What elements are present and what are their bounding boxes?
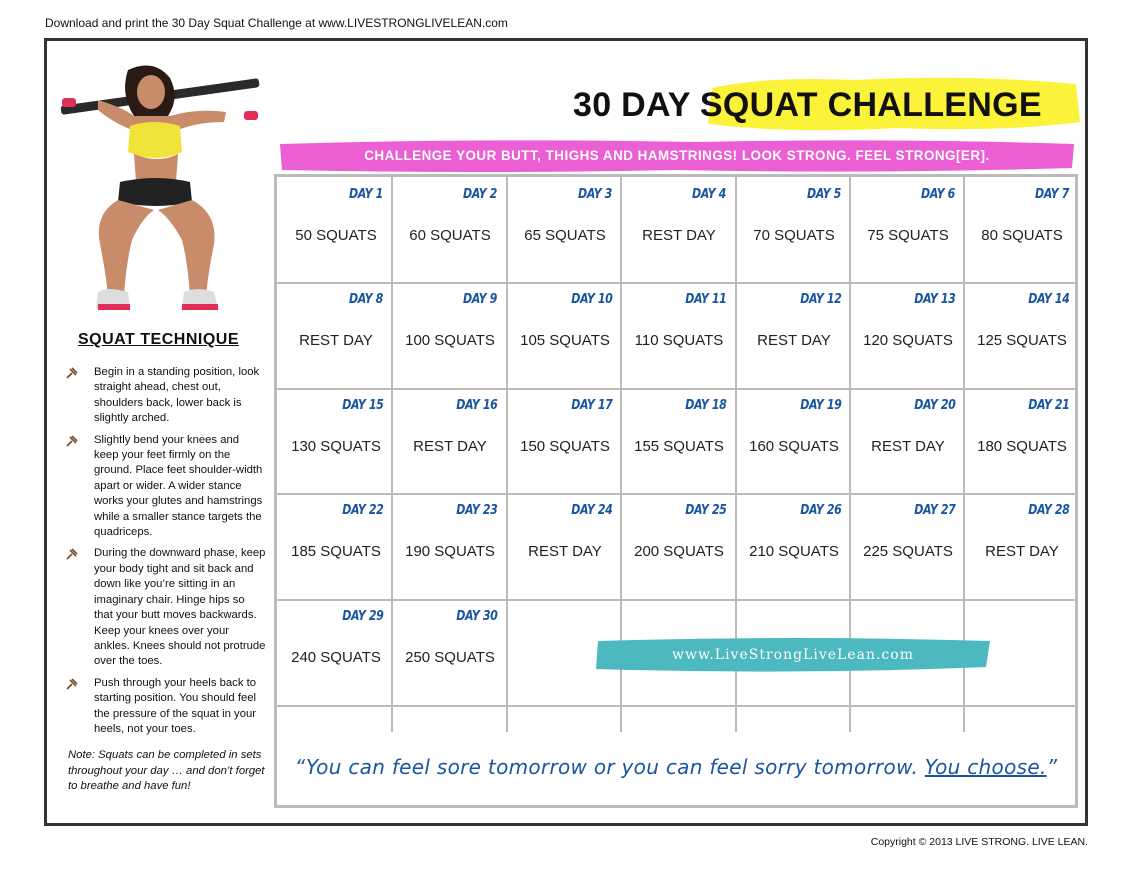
day-cell (622, 493, 736, 598)
day-label: DAY 9 (463, 292, 497, 307)
day-workout: 110 SQUATS (634, 332, 724, 349)
day-workout: 65 SQUATS (524, 227, 606, 244)
day-workout: 75 SQUATS (867, 227, 949, 244)
day-cell (393, 388, 507, 493)
day-label: DAY 23 (455, 503, 497, 518)
day-workout: 240 SQUATS (291, 649, 381, 666)
technique-step-text: Begin in a standing position, look straight ahead, chest out, shoulders back, lower back is slightly arched. (94, 366, 260, 425)
day-workout: REST DAY (642, 227, 716, 244)
day-cell (622, 388, 736, 493)
day-workout: 155 SQUATS (634, 438, 724, 455)
day-cell (393, 493, 507, 598)
day-workout: 200 SQUATS (634, 543, 724, 560)
quote-you-choose: You choose. (924, 755, 1047, 779)
day-label: DAY 27 (913, 503, 955, 518)
day-label: DAY 21 (1027, 398, 1069, 413)
day-workout: 125 SQUATS (977, 332, 1067, 349)
day-workout: 190 SQUATS (405, 543, 495, 560)
day-label: DAY 30 (455, 609, 497, 624)
day-cell (965, 177, 1079, 282)
day-label: DAY 28 (1027, 503, 1069, 518)
day-label: DAY 15 (341, 398, 383, 413)
day-label: DAY 11 (684, 292, 726, 307)
day-label: DAY 2 (463, 187, 497, 202)
day-workout: 185 SQUATS (291, 543, 381, 560)
technique-heading: SQUAT TECHNIQUE (78, 331, 239, 348)
day-workout: 250 SQUATS (405, 649, 495, 666)
day-workout: REST DAY (871, 438, 945, 455)
day-label: DAY 22 (341, 503, 383, 518)
day-label: DAY 1 (349, 187, 383, 202)
day-workout: 80 SQUATS (981, 227, 1063, 244)
subtitle: CHALLENGE YOUR BUTT, THIGHS AND HAMSTRINGS! LOOK STRONG. FEEL STRONG[ER]. (364, 148, 990, 163)
day-cell (737, 493, 851, 598)
day-label: DAY 10 (570, 292, 612, 307)
day-label: DAY 17 (570, 398, 612, 413)
title-highlight: SQUAT CHALLENGE (699, 86, 1042, 124)
day-label: DAY 29 (341, 609, 383, 624)
day-workout: 160 SQUATS (749, 438, 839, 455)
day-workout: REST DAY (528, 543, 602, 560)
day-label: DAY 18 (684, 398, 726, 413)
download-note: Download and print the 30 Day Squat Challenge at www.LIVESTRONGLIVELEAN.com (45, 16, 508, 30)
day-cell (279, 493, 393, 598)
day-label: DAY 5 (807, 187, 841, 202)
day-cell (393, 282, 507, 387)
day-cell (622, 177, 736, 282)
day-workout: 60 SQUATS (409, 227, 491, 244)
day-cell (737, 282, 851, 387)
technique-step (66, 365, 266, 427)
day-cell (279, 388, 393, 493)
day-label: DAY 12 (799, 292, 841, 307)
day-cell (851, 388, 965, 493)
day-workout: 50 SQUATS (295, 227, 377, 244)
day-label: DAY 19 (799, 398, 841, 413)
day-workout: REST DAY (757, 332, 831, 349)
technique-note: Note: Squats can be completed in sets throughout your day … and don’t forget to breathe and have fun! (68, 749, 265, 793)
athlete-squat-illustration (58, 64, 264, 316)
title-plain: 30 DAY (573, 86, 700, 124)
day-cell (508, 282, 622, 387)
day-cell (508, 493, 622, 598)
day-label: DAY 4 (692, 187, 726, 202)
day-label: DAY 8 (349, 292, 383, 307)
pushpin-bullet-icon (66, 678, 78, 690)
day-cell (851, 177, 965, 282)
day-cell (279, 177, 393, 282)
pushpin-bullet-icon (66, 435, 78, 447)
day-label: DAY 7 (1035, 187, 1069, 202)
day-cell (965, 388, 1079, 493)
day-cell (279, 599, 393, 704)
motivational-quote (277, 755, 1075, 779)
day-workout: 180 SQUATS (977, 438, 1067, 455)
challenge-calendar (274, 174, 1078, 808)
day-label: DAY 26 (799, 503, 841, 518)
website-link[interactable]: www.LiveStrongLiveLean.com (672, 647, 914, 663)
day-cell (965, 282, 1079, 387)
technique-step (66, 676, 266, 738)
day-cell (508, 388, 622, 493)
page-title (573, 86, 1042, 125)
day-cell (965, 493, 1079, 598)
quote-text: “You can feel sore tomorrow or you can feel sorry tomorrow. (294, 755, 925, 779)
day-cell (393, 177, 507, 282)
day-cell (851, 493, 965, 598)
day-label: DAY 14 (1027, 292, 1069, 307)
day-label: DAY 24 (570, 503, 612, 518)
day-cell (508, 177, 622, 282)
technique-step (66, 546, 266, 669)
day-label: DAY 25 (684, 503, 726, 518)
day-workout: 150 SQUATS (520, 438, 610, 455)
technique-step-text: During the downward phase, keep your body tight and sit back and down like you’re sitting in an imaginary chair. Hinge hips so that your butt moves backwards. Keep your knees over your ankles. Knees should not protrude over the toes. (94, 547, 266, 668)
technique-steps (66, 365, 266, 743)
day-workout: REST DAY (985, 543, 1059, 560)
grid-line (277, 705, 1075, 707)
pushpin-bullet-icon (66, 548, 78, 560)
technique-step (66, 433, 266, 541)
day-cell (851, 282, 965, 387)
day-workout: 120 SQUATS (863, 332, 953, 349)
day-cell (622, 282, 736, 387)
day-label: DAY 20 (913, 398, 955, 413)
day-workout: 105 SQUATS (520, 332, 610, 349)
day-workout: 130 SQUATS (291, 438, 381, 455)
day-cell (737, 388, 851, 493)
day-label: DAY 16 (455, 398, 497, 413)
day-label: DAY 3 (578, 187, 612, 202)
day-label: DAY 13 (913, 292, 955, 307)
day-workout: REST DAY (299, 332, 373, 349)
technique-step-text: Slightly bend your knees and keep your feet firmly on the ground. Place feet shoulder-width apart or wider. A wider stance works your glutes and hamstrings while a smaller stance targets the quadriceps. (94, 433, 263, 539)
day-label: DAY 6 (921, 187, 955, 202)
day-workout: 225 SQUATS (863, 543, 953, 560)
day-workout: 210 SQUATS (749, 543, 839, 560)
technique-step-text: Push through your heels back to starting position. You should feel the pressure of the squat in your heels, not your toes. (94, 676, 257, 735)
pushpin-bullet-icon (66, 367, 78, 379)
day-cell (737, 177, 851, 282)
copyright: Copyright © 2013 LIVE STRONG. LIVE LEAN. (870, 836, 1088, 848)
day-workout: 100 SQUATS (405, 332, 495, 349)
day-workout: 70 SQUATS (753, 227, 835, 244)
day-cell (393, 599, 507, 704)
day-cell (279, 282, 393, 387)
day-workout: REST DAY (413, 438, 487, 455)
quote-close-mark: ” (1046, 755, 1058, 779)
